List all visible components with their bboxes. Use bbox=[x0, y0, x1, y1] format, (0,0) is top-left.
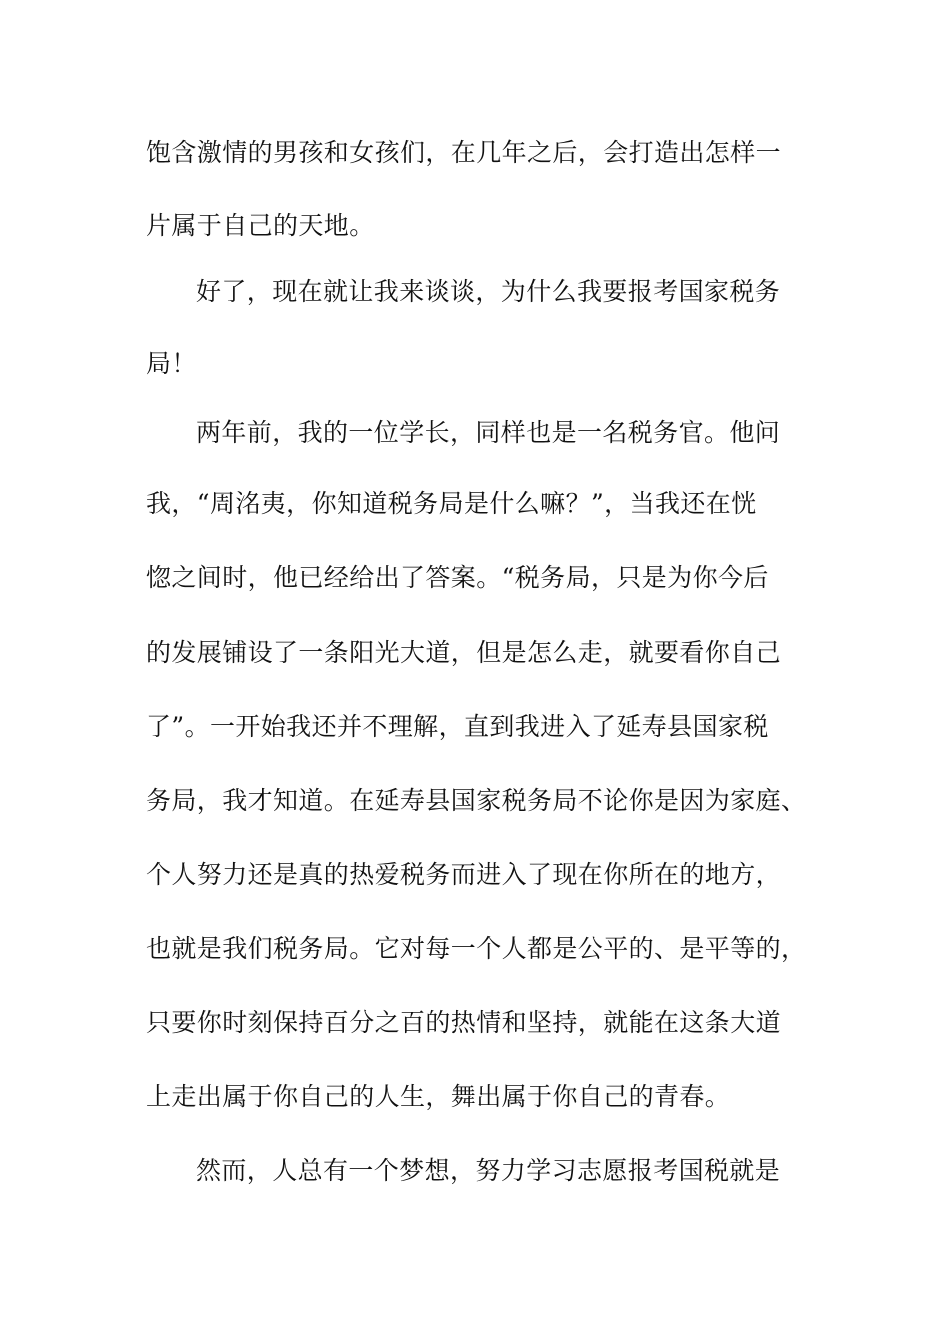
text-line: 片属于自己的天地。 bbox=[146, 211, 375, 240]
text-line: 了”。一开始我还并不理解，直到我进入了延寿县国家税 bbox=[146, 712, 769, 741]
text-line: 上走出属于你自己的人生，舞出属于你自己的青春。 bbox=[146, 1082, 731, 1111]
text-line: 饱含激情的男孩和女孩们，在几年之后，会打造出怎样一 bbox=[146, 138, 782, 167]
paragraph-start-line: 好了，现在就让我来谈谈，为什么我要报考国家税务 bbox=[196, 277, 781, 306]
text-line: 也就是我们税务局。它对每一个人都是公平的、是平等的， bbox=[146, 934, 807, 963]
text-line: 个人努力还是真的热爱税务而进入了现在你所在的地方， bbox=[146, 860, 782, 889]
text-line: 我，“周洺夷，你知道税务局是什么嘛？”，当我还在恍 bbox=[146, 489, 757, 518]
text-line: 的发展铺设了一条阳光大道，但是怎么走，就要看你自己 bbox=[146, 638, 782, 667]
paragraph-start-line: 然而，人总有一个梦想，努力学习志愿报考国税就是 bbox=[196, 1156, 781, 1185]
text-line: 只要你时刻保持百分之百的热情和坚持，就能在这条大道 bbox=[146, 1008, 782, 1037]
text-line: 务局，我才知道。在延寿县国家税务局不论你是因为家庭、 bbox=[146, 786, 807, 815]
text-line: 局！ bbox=[146, 349, 197, 378]
text-line: 惚之间时，他已经给出了答案。“税务局，只是为你今后 bbox=[146, 563, 769, 592]
paragraph-start-line: 两年前，我的一位学长，同样也是一名税务官。他问 bbox=[196, 418, 781, 447]
